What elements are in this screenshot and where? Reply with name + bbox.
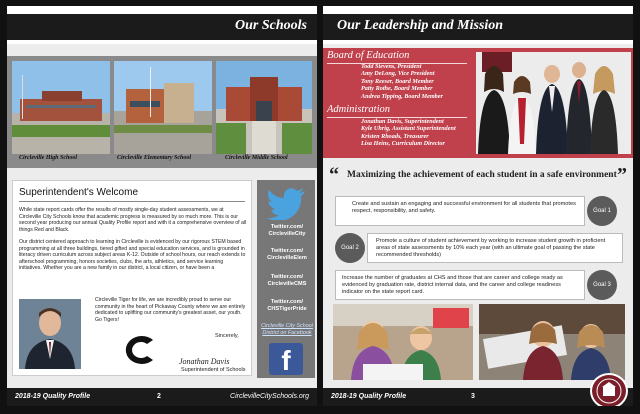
- twitter-bird-icon: [265, 186, 307, 220]
- facebook-icon[interactable]: f: [269, 343, 303, 375]
- page-title: Our Leadership and Mission: [337, 18, 504, 33]
- right-page-footer: [323, 388, 633, 406]
- administration-member: Kristen Rhoads, Treasurer: [361, 132, 429, 140]
- elementary-school-caption: Circleville Elementary School: [117, 155, 191, 161]
- page-number: 2: [157, 393, 161, 400]
- facebook-link-text[interactable]: Circleville City School District on Facebook: [261, 323, 313, 336]
- page-number: 3: [471, 393, 475, 400]
- left-page-header: [7, 6, 317, 44]
- students-classroom-photo-2: [479, 304, 625, 380]
- closing-text: Sincerely,: [215, 333, 239, 339]
- students-classroom-photo-1: [333, 304, 473, 380]
- leadership-group-photo: [476, 52, 631, 154]
- middle-school-caption: Circleville Middle School: [225, 155, 288, 161]
- goal-2-text: Promote a culture of student achievement by working to increase student growth in proficient areas of state assessments by 10% each year (with an ultimate goal of passing the state recommended thresholds): [367, 233, 623, 263]
- administration-member: Jonathan Davis, Superintendent: [361, 118, 444, 125]
- goal-3: [335, 270, 623, 300]
- twitter-link-circlevilleelem[interactable]: Twitter.com/ CirclevilleElem: [267, 248, 307, 261]
- administration-member: Kyle Uhrig, Assistant Superintendent: [361, 125, 456, 133]
- circleville-c-logo: [115, 331, 159, 369]
- school-seal-logo: [590, 373, 628, 406]
- goal-1-text: Create and sustain an engaging and successful environment for all students that promotes respect, responsibility, and safety.: [335, 196, 585, 226]
- administration-member: Lisa Heins, Curriculum Director: [361, 140, 445, 148]
- footer-profile-label: 2018-19 Quality Profile: [331, 393, 407, 400]
- twitter-link-chstigerpride[interactable]: Twitter.com/ CHSTigerPride: [267, 299, 307, 312]
- left-page: [7, 6, 317, 406]
- superintendent-heading: Superintendent's Welcome: [19, 187, 139, 198]
- footer-profile-label: 2018-19 Quality Profile: [15, 393, 91, 400]
- right-page: [323, 6, 633, 406]
- goal-1: [335, 196, 623, 226]
- high-school-photo: [12, 61, 110, 154]
- twitter-link-circlevillecms[interactable]: Twitter.com/ CirclevilleCMS: [267, 274, 307, 287]
- twitter-link-circlevillecity[interactable]: Twitter.com/ CirclevilleCity: [268, 224, 306, 237]
- goal-3-badge: Goal 3: [587, 270, 617, 300]
- open-quote: “: [329, 164, 339, 186]
- right-page-header: [323, 6, 633, 44]
- superintendent-welcome-box: [12, 180, 252, 376]
- close-quote: ”: [617, 164, 627, 186]
- goal-3-text: Increase the number of graduates at CHS and those that are career and college ready as evidenced by graduation rate, district internal data, and the career and college readiness indicator on the state report card.: [335, 270, 585, 300]
- administration-heading: Administration: [327, 104, 391, 115]
- goal-1-badge: Goal 1: [587, 196, 617, 226]
- board-member: Tony Reeser, Board Member: [361, 77, 434, 85]
- heading-divider: [19, 201, 245, 202]
- board-heading: Board of Education: [327, 50, 410, 61]
- social-media-column: [257, 180, 315, 378]
- board-member: Todd Stevens, President: [361, 63, 422, 70]
- footer-website[interactable]: CirclevilleCitySchools.org: [230, 393, 309, 400]
- board-member: Patty Rothe, Board Member: [361, 85, 433, 93]
- superintendent-portrait: [19, 299, 81, 369]
- board-member: Amy DeLong, Vice President: [361, 70, 435, 78]
- middle-school-photo: [216, 61, 312, 154]
- high-school-caption: Circleville High School: [19, 155, 77, 161]
- signature-title: Superintendent of Schools: [181, 367, 246, 373]
- left-page-footer: [7, 388, 317, 406]
- motto-text: Maximizing the achievement of each student in a safe environment: [347, 170, 617, 180]
- board-member: Andrea Tipping, Board Member: [361, 92, 443, 100]
- welcome-paragraph-2: Our district centered approach to learning in Circleville is evidenced by our rigorous STEM based programming at all three buildings, tiered gifted and special education services, and is grounded in literacy driven curriculum across subject areas K-12. Outside of school hours, our reach extends to afterschool programming, honors societies, clubs, the arts, athletics, and service learning initiatives. Whether you are a new family in our district, a local citizen, or have been a: [19, 239, 246, 272]
- schools-photo-strip: [7, 56, 317, 168]
- welcome-paragraph-1: While state report cards offer the results of mostly single-day student assessments, we at Circleville City Schools know that academic progress is measured by so much more. This is our second year producing our annual Quality Profile report and with it a comprehensive overview of all things Red and Black.: [19, 207, 247, 233]
- signature: Jonathan Davis: [179, 357, 230, 366]
- goal-2-badge: Goal 2: [335, 233, 365, 263]
- mission-motto: [329, 164, 627, 186]
- elementary-school-photo: [114, 61, 212, 154]
- page-title: Our Schools: [235, 18, 307, 33]
- goal-2: [335, 233, 623, 263]
- welcome-paragraph-3: Circleville Tiger for life, we are incredibly proud to serve our community in the heart of Pickaway County where we are entirely dedicated to uplifting our community's greatest asset, our youth. Go Tigers!: [95, 297, 246, 323]
